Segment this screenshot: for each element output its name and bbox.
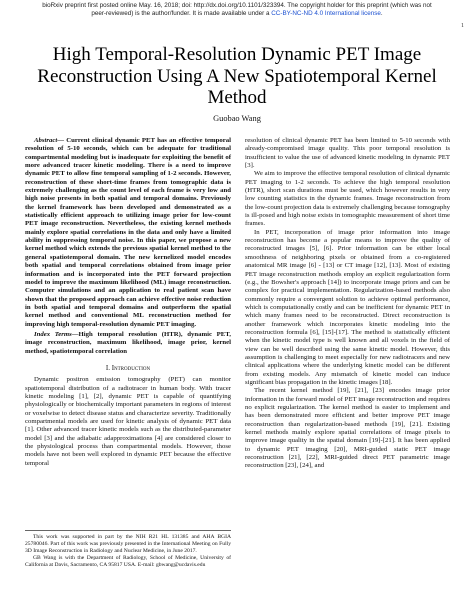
abstract-lead: Abstract bbox=[34, 137, 58, 144]
banner-line-2 bbox=[0, 10, 474, 18]
right-paragraph-1: resolution of clinical dynamic PET has been limited to 5-10 seconds with already-compromised image quality. This poor temporal resolution is insufficient to value the use of advanced kinetic modeling in dynamic PET [3]. bbox=[245, 137, 450, 170]
right-paragraph-4: The recent kernel method [19], [21], [23] encodes image prior information in the forward model of PET image reconstruction and requires no explicit regularization. The kernel method is easier to implement and has been demonstrated more efficient and better improve PET image reconstruction than regularization-based methods [19], [21]. Existing kernel methods mainly explore spatial correlations of image pixels to improve image quality in the spatial domain [19]-[21]. It has been applied to dynamic PET imaging [20], MRI-guided static PET image reconstruction [21], [22], MRI-guided direct PET parametric image reconstruction [23], [24], and bbox=[245, 387, 450, 470]
right-paragraph-2: We aim to improve the effective temporal resolution of clinical dynamic PET imaging to 1-2 seconds. To achieve the high temporal resolution (HTR), short scan durations must be used, which however results in very low counting statistics in the dynamic frames. Image reconstruction from the low-count projection data is extremely challenging because tomography is ill-posed and high noise exists in tomographic measurement of short time frames. bbox=[245, 170, 450, 228]
banner-line-1: bioRxiv preprint first posted online May. 16, 2018; doi: http://dx.doi.org/10.1101/323394. The copyright holder for this preprint (which was not bbox=[42, 2, 432, 9]
banner-line-2-text: peer-reviewed) is the author/funder. It is made available under a bbox=[91, 9, 272, 17]
abstract bbox=[25, 137, 231, 329]
footnote-funding: This work was supported in part by the NIH R21 HL 131385 and AHA BGIA 25780046. Part of this work was previously presented in the International Meeting on Fully 3D Image Reconstruction in Radiology and Nuclear Medicine, in June 2017. bbox=[25, 534, 231, 554]
right-paragraph-3: In PET, incorporation of image prior information into image reconstruction has become a popular means to improve the quality of reconstructed images [5], [6]. Prior information can be either local smoothness of neighboring pixels or obtained from a co-registered anatomical MR image [6] - [13] or CT image [12], [13]. Most of existing PET image reconstruction methods employ an explicit regularization form (e.g., the Bowsher's approach [14]) to incorporate image priors and can be complex for practical implementation. Regularization-based methods also commonly require a convergent solution to achieve optimal performance, which is computationally costly and can be inefficient for dynamic PET in which many frames need to be reconstructed. Direct reconstruction is another framework which incorporates kinetic modeling into the reconstruction formula [6], [15]-[17]. The method is statistically efficient when the kinetic model type is well known and all voxels in the field of view can be well described using the same kinetic model. However, this assumption is challenging to meet especially for new radiotracers and new clinical applications where the underlying kinetic model can be different from existing models. Any mismatch of kinetic model can induce significant bias propagation in the kinetic images [18]. bbox=[245, 228, 450, 386]
section-heading-introduction: I. Introduction bbox=[105, 363, 151, 372]
license-link[interactable]: CC-BY-NC-ND 4.0 International license bbox=[271, 9, 381, 17]
index-terms-text: —High temporal resolution (HTR), dynamic PET, image reconstruction, maximum likelihood, image prior, kernel method, spatiotemporal correlation bbox=[25, 330, 231, 355]
page-number: 1 bbox=[461, 23, 464, 29]
intro-paragraph: Dynamic positron emission tomography (PET) can monitor spatiotemporal distribution of a radiotracer in human body. With tracer kinetic modeling [1], [2], dynamic PET is capable of quantifying physiologically or biochemically important parameters in regions of interest or voxelwise to detect disease status and characterize severity. Traditionally compartmental models are used for kinetic analysis of dynamic PET data [1]. Other advanced tracer kinetic models such as the distributed-parameter model [3] and the adiabatic adapproximations [4] are considered closer to the physiological process than compartmental models. However, those models have not been well explored in dynamic PET because the effective temporal bbox=[25, 376, 231, 467]
index-terms-lead: Index Terms bbox=[34, 330, 72, 338]
banner-line-2-end: . bbox=[380, 9, 383, 17]
index-terms bbox=[25, 331, 231, 356]
footnote-affiliation: GB Wang is with the Department of Radiology, School of Medicine, University of California at Davis, Sacramento, CA 95817 USA. E-mail: gbwang@ucdavis.edu bbox=[25, 554, 231, 568]
footnote bbox=[25, 530, 231, 569]
paper-title: High Temporal-Resolution Dynamic PET Image Reconstruction Using A New Spatiotemporal Kernel Method bbox=[37, 44, 437, 108]
preprint-banner bbox=[0, 2, 474, 17]
right-column bbox=[245, 137, 450, 471]
author-name: Guobao Wang bbox=[213, 114, 261, 123]
abstract-text: — Current clinical dynamic PET has an effective temporal resolution of 5-10 seconds, which can be adequate for traditional compartmental modeling but is inadequate for exploiting the benefit of more advanced tracer kinetic modeling. There is a need to improve dynamic PET to allow fine temporal sampling of 1-2 seconds. However, reconstruction of these short-time frames from tomographic data is extremely challenging as the count level of each frame is very low and high noise presents in both spatial and temporal domains. Previously the kernel framework has been developed and demonstrated as a statistically efficient approach to utilizing image prior for low-count PET image reconstruction. Nevertheless, the existing kernel methods mainly explore spatial correlations in the data and only have a limited ability in suppressing temporal noise. In this paper, we propose a new kernel method which extends the previous spatial kernel method to the general spatiotemporal domain. The new kernelized model encodes both spatial and temporal correlations obtained from image prior information and is incorporated into the PET forward projection model to improve the maximum likelihood (ML) image reconstruction. Computer simulations and an application to real patient scan have shown that the proposed approach can achieve effective noise reduction in both spatial and temporal domains and outperform the spatial kernel method and conventional ML reconstruction method for improving high temporal-resolution dynamic PET imaging. bbox=[25, 137, 231, 328]
left-column bbox=[25, 137, 231, 468]
